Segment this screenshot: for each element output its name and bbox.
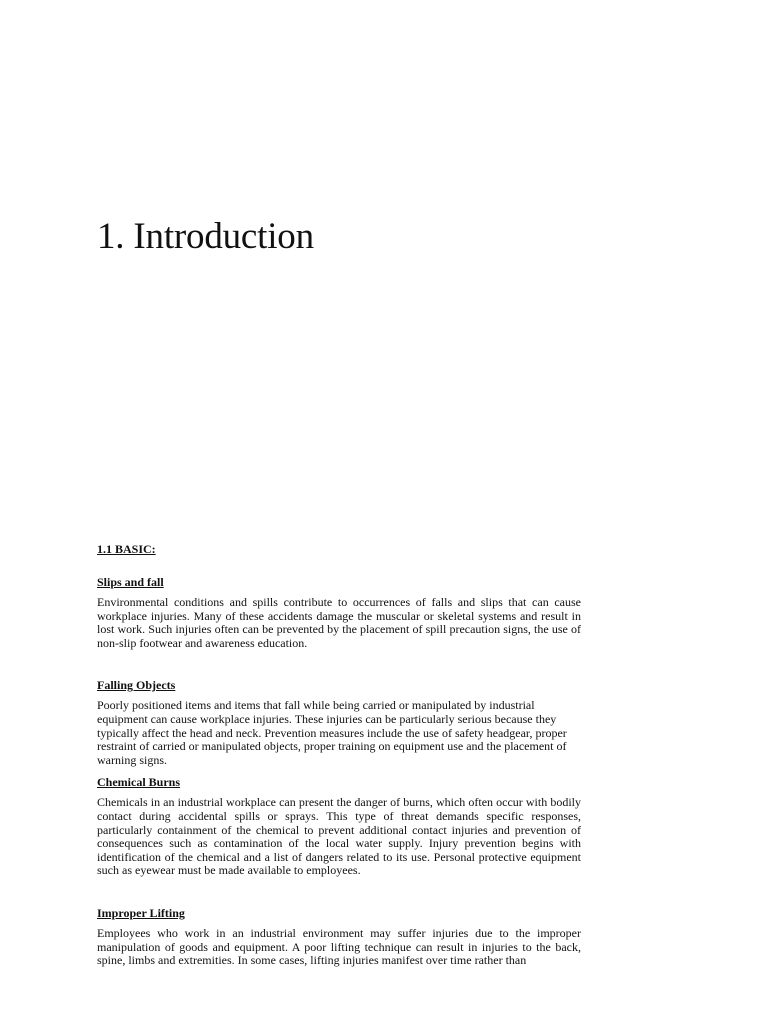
spacer xyxy=(97,650,581,678)
spacer xyxy=(97,767,581,775)
chapter-content xyxy=(97,542,581,968)
subsection-slips-and-fall xyxy=(97,575,581,650)
subsection-falling-objects xyxy=(97,678,581,767)
subsection-paragraph: Poorly positioned items and items that fall while being carried or manipulated by industrial equipment can cause workplace injuries. These injuries can be particularly serious because they typically affect the head and neck. Prevention measures include the use of safety headgear, proper restraint of carried or manipulated objects, proper training on equipment use and the placement of warning signs. xyxy=(97,698,567,767)
subsection-paragraph: Environmental conditions and spills contribute to occurrences of falls and slips that can cause workplace injuries. Many of these accidents damage the muscular or skeletal systems and result in lost work. Such injuries often can be prevented by the placement of spill precaution signs, the use of non-slip footwear and awareness education. xyxy=(97,595,581,650)
spacer xyxy=(97,878,581,906)
subsection-paragraph: Chemicals in an industrial workplace can present the danger of burns, which often occur with bodily contact during accidental spills or sprays. This type of threat demands specific responses, particularly containment of the chemical to prevent additional contact injuries and prevention of consequences such as contamination of the local water supply. Injury prevention begins with identification of the chemical and a list of dangers related to its use. Personal protective equipment such as eyewear must be made available to employees. xyxy=(97,795,581,878)
subsection-heading: Falling Objects xyxy=(97,678,176,693)
chapter-title: 1. Introduction xyxy=(97,216,314,257)
subsection-heading: Slips and fall xyxy=(97,575,164,589)
subsection-chemical-burns xyxy=(97,775,581,878)
subsection-heading: Chemical Burns xyxy=(97,775,181,790)
section-heading: 1.1 BASIC: xyxy=(97,542,156,556)
subsection-improper-lifting xyxy=(97,906,581,968)
subsection-paragraph: Employees who work in an industrial environment may suffer injuries due to the improper manipulation of goods and equipment. A poor lifting technique can result in injuries to the back, spine, limbs and extremities. In some cases, lifting injuries manifest over time rather than xyxy=(97,925,581,968)
subsection-heading: Improper Lifting xyxy=(97,905,185,920)
